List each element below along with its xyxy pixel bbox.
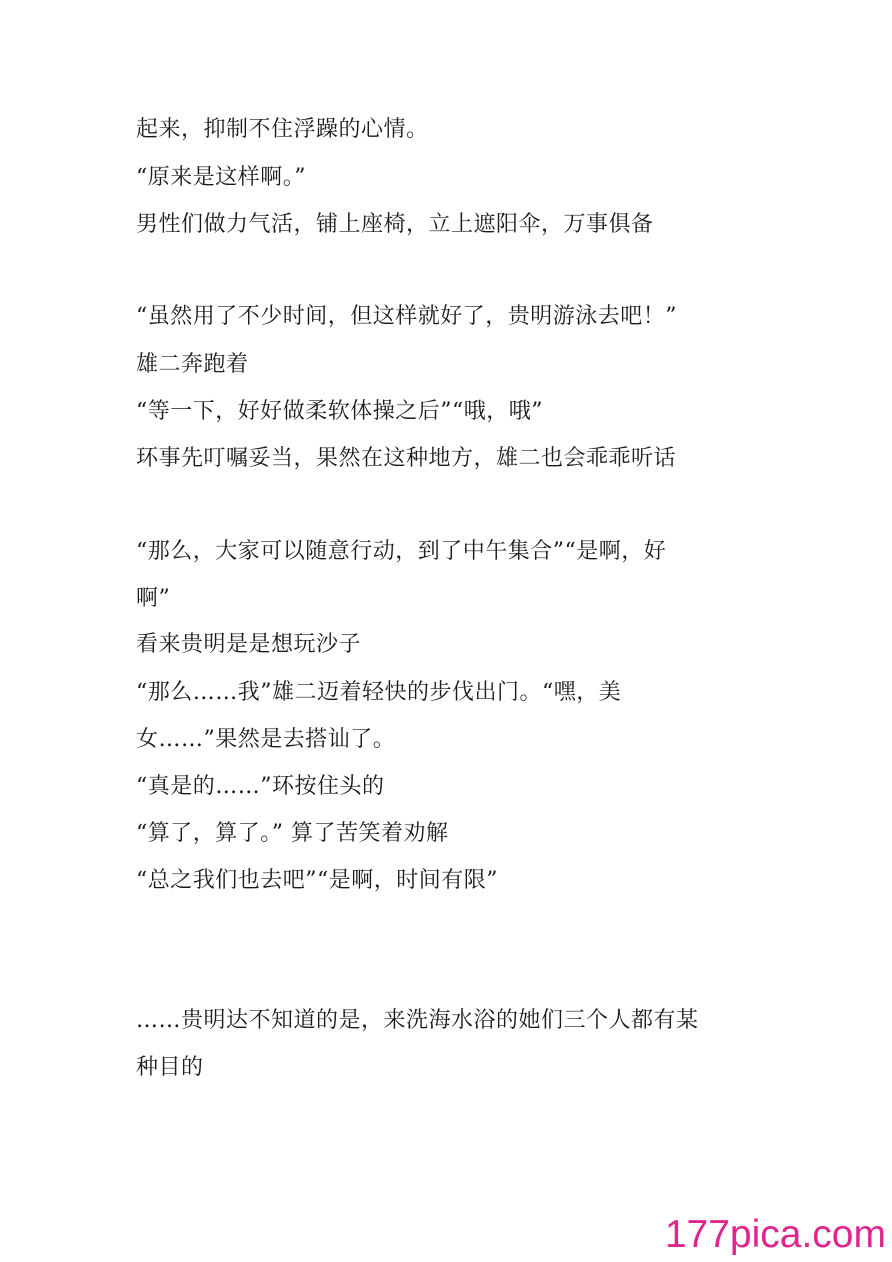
text-line: 种目的 (136, 1055, 204, 1080)
text-line: “那么，大家可以随意行动，到了中午集合”“是啊，好 (136, 539, 667, 564)
site-watermark: 177pica.com (664, 1213, 886, 1256)
text-line: “真是的……”环按住头的 (136, 774, 385, 799)
text-line: “算了，算了。” 算了苦笑着劝解 (136, 821, 449, 846)
text-line: “等一下，好好做柔软体操之后”“哦，哦” (136, 399, 543, 424)
text-line: ……贵明达不知道的是，来洗海水浴的她们三个人都有某 (136, 1008, 699, 1033)
text-line: “那么……我”雄二迈着轻快的步伐出门。“嘿，美 (136, 680, 622, 705)
text-line: 男性们做力气活，铺上座椅，立上遮阳伞，万事俱备 (136, 212, 654, 237)
text-line: 起来，抑制不住浮躁的心情。 (136, 117, 429, 142)
text-line: 啊” (136, 586, 171, 611)
text-line: 女……”果然是去搭讪了。 (136, 727, 396, 752)
text-line: 看来贵明是是想玩沙子 (136, 632, 362, 657)
text-line: 雄二奔跑着 (136, 352, 249, 377)
text-line: “虽然用了不少时间，但这样就好了，贵明游泳去吧！” (136, 304, 677, 329)
text-line: 环事先叮嘱妥当，果然在这种地方，雄二也会乖乖听话 (136, 446, 677, 471)
text-line: “总之我们也去吧”“是啊，时间有限” (136, 868, 498, 893)
text-line: “原来是这样啊。” (136, 165, 306, 190)
